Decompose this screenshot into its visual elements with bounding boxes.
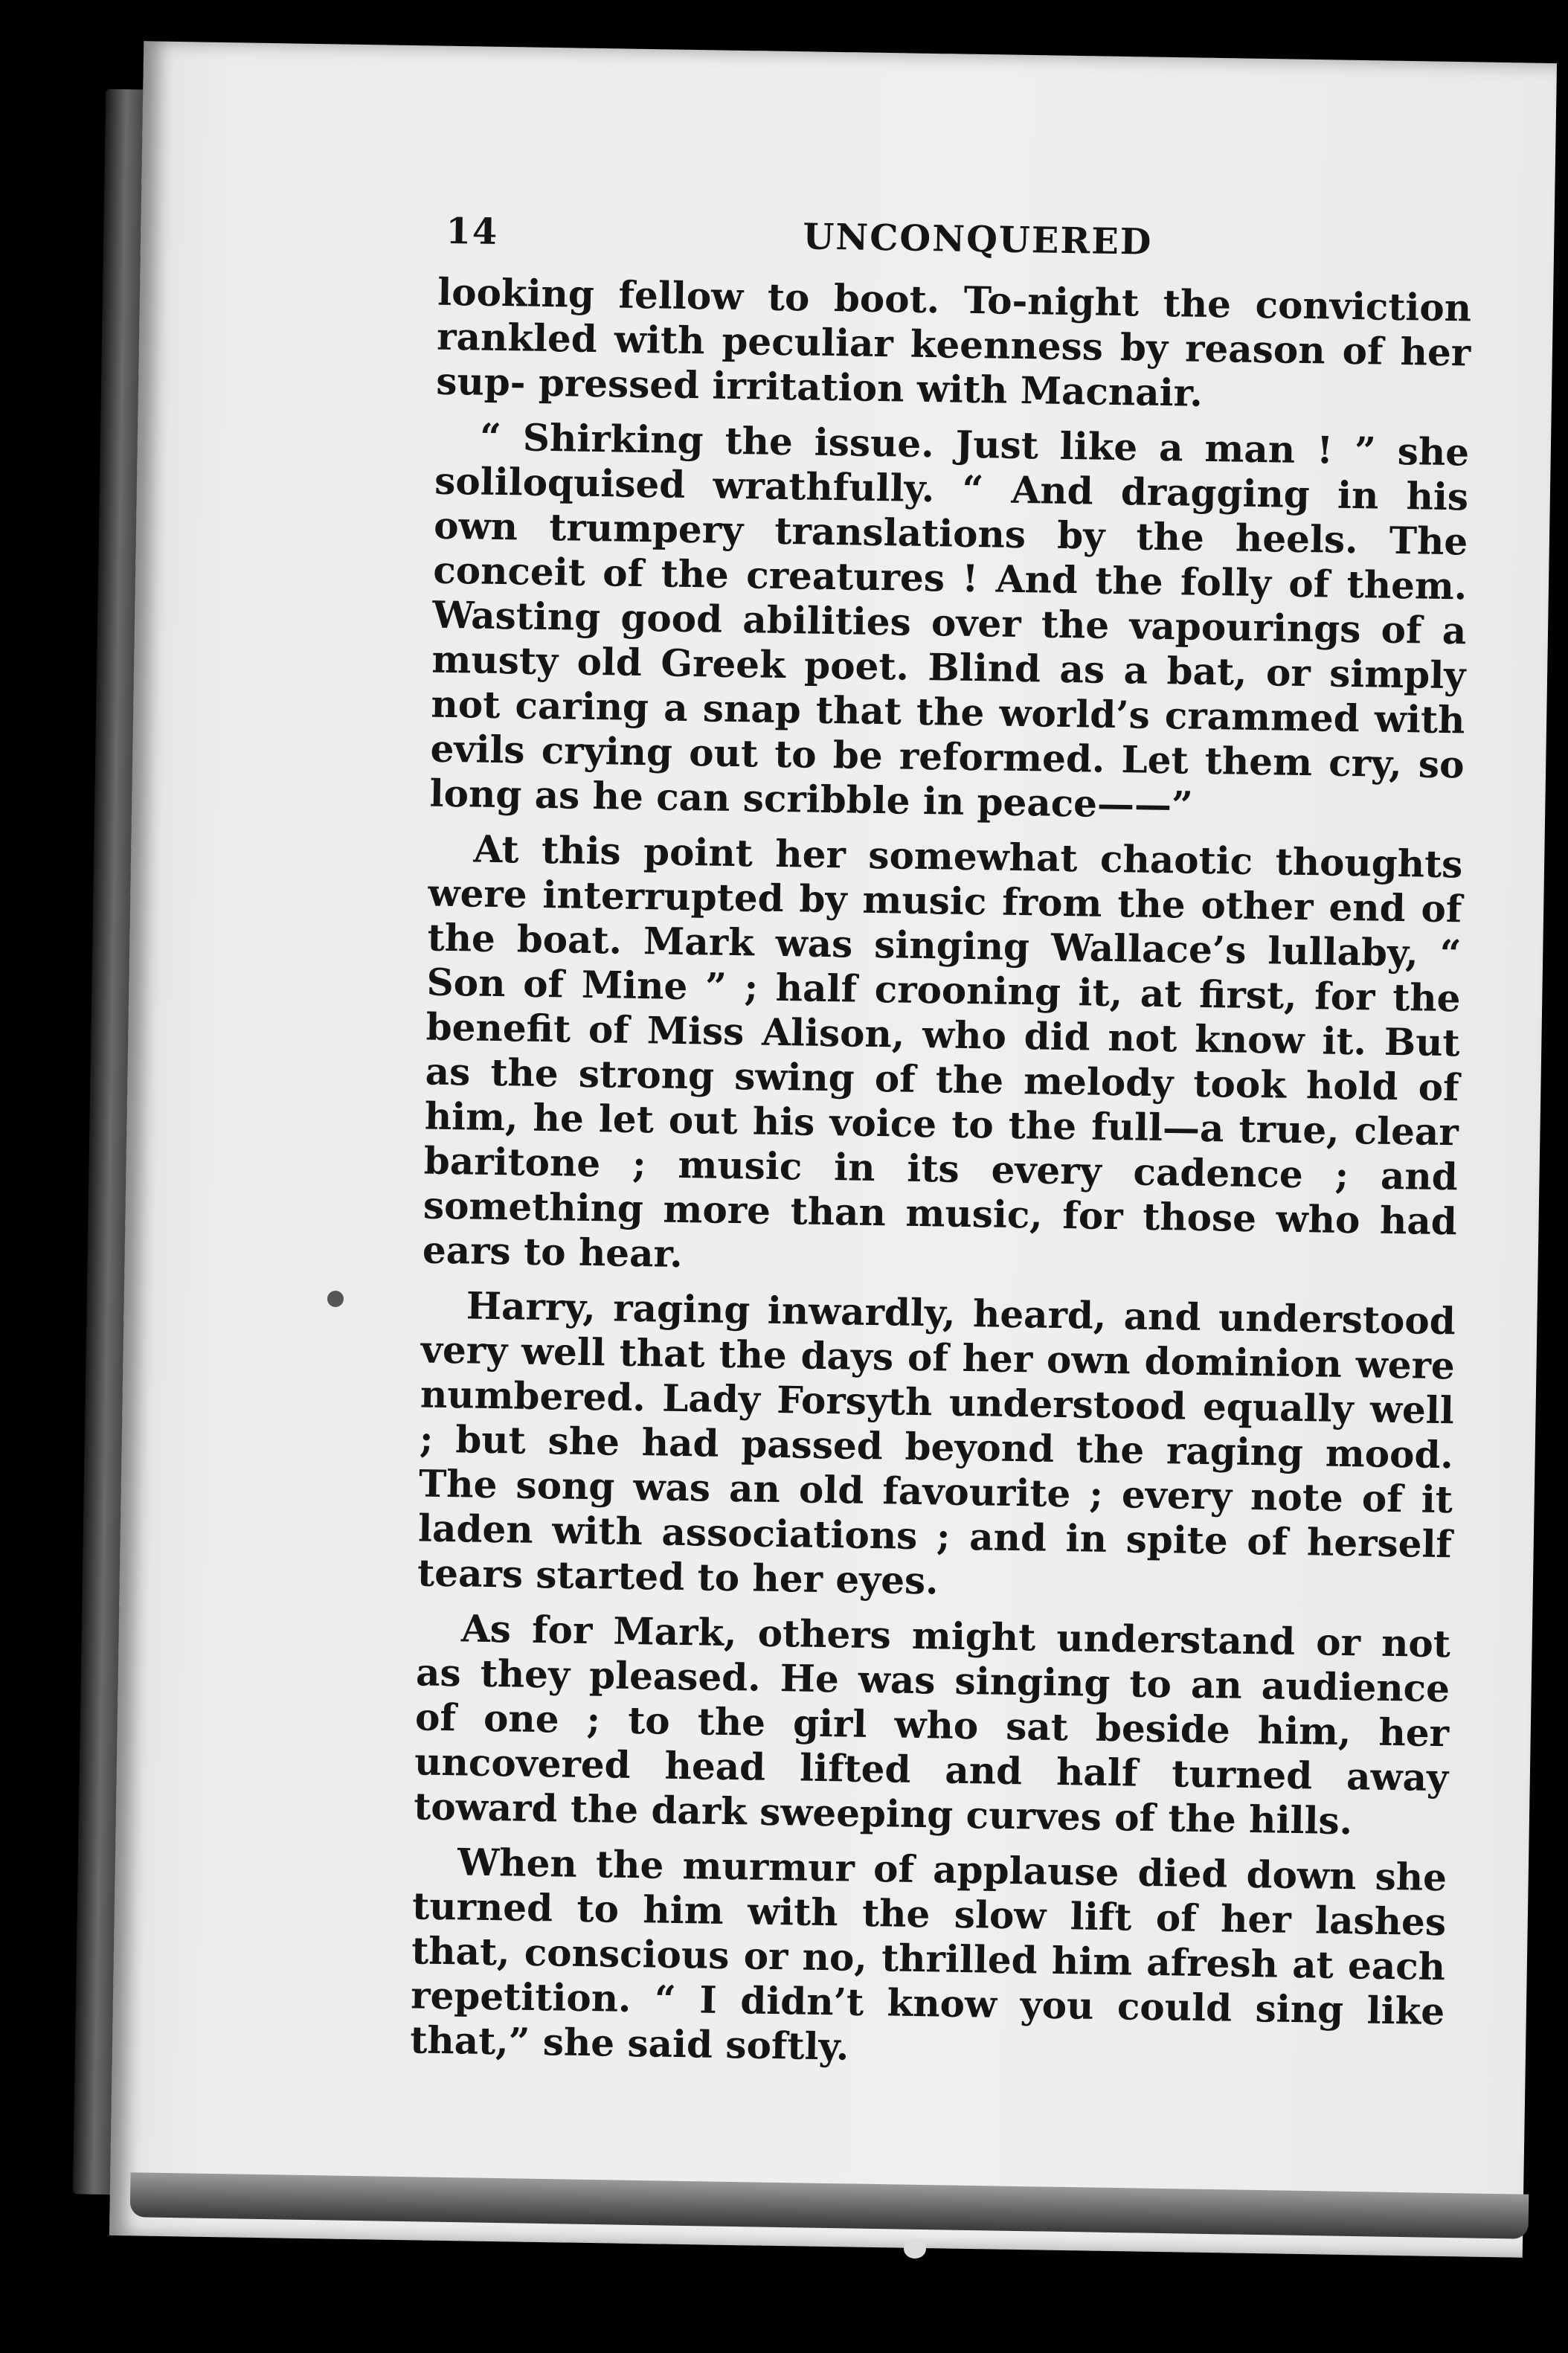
- text-line: scribble in peace——”: [742, 776, 1194, 827]
- text-line: snap that the world’s crammed with evils crying: [430, 686, 1465, 775]
- text-line: who did not know it. But as the strong swing of: [425, 1012, 1461, 1102]
- text-line: but she had passed beyond the raging mood. The: [418, 1417, 1454, 1507]
- text-line: conscious or no, thrilled him afresh at each repetition.: [410, 1930, 1446, 2021]
- paper-blemish: [904, 2239, 926, 2259]
- text-line: At this point her somewhat chaotic thoughts were: [428, 826, 1463, 917]
- text-line: Greek poet. Blind as a bat, or simply not caring a: [431, 641, 1466, 731]
- text-line: one ; to the girl who sat beside him, her uncovered: [414, 1695, 1450, 1788]
- text-line: When the murmur of applause died down she: [457, 1840, 1447, 1900]
- page-number: 14: [446, 210, 499, 253]
- text-line: interrupted by music from the other end of the boat.: [427, 872, 1462, 963]
- paragraph: [417, 1283, 1456, 1611]
- text-line: “ Shirking the issue. Just like a man ! ” she: [479, 414, 1470, 475]
- text-line: sweeping curves of the hills.: [759, 1789, 1353, 1843]
- page-content: [283, 208, 1473, 2089]
- text-line: they pleased. He was singing to an audience of: [414, 1651, 1450, 1740]
- text-line: half crooning it, at first, for the benefit of Miss Alison,: [425, 965, 1461, 1057]
- paragraph: [436, 270, 1472, 420]
- text-line: numbered. Lady Forsyth understood equally well ;: [419, 1372, 1455, 1462]
- text-line: Mark was singing Wallace’s lullaby, “ Son of Mine ” ;: [426, 919, 1462, 1009]
- text-line: turned to him with the slow lift of her lashes that,: [411, 1884, 1447, 1974]
- text-line: soliloquised wrathfully. “ And dragging in his own: [433, 458, 1469, 550]
- text-line: associations ; and in spite of herself tears started: [417, 1509, 1453, 1599]
- text-line: trumpery translations by the heels. The conceit of: [432, 505, 1468, 596]
- text-line: rankled with peculiar keenness by reason of her sup-: [435, 314, 1471, 405]
- text-line: to her eyes.: [697, 1555, 939, 1603]
- running-title: UNCONQUERED: [803, 216, 1153, 263]
- text-line: song was an old favourite ; every note of it laden with: [417, 1463, 1453, 1554]
- text-line: good abilities over the vapourings of a musty old: [431, 595, 1467, 685]
- text-line: cadence ; and something more than music, for those: [422, 1149, 1459, 1241]
- paragraph: [410, 1839, 1447, 2078]
- text-line: As for Mark, others might understand or not as: [415, 1606, 1451, 1695]
- text-line: “ I didn’t know you could sing like that,” she said: [409, 1977, 1445, 2067]
- text-line: the melody took hold of him, he let out his voice to: [424, 1057, 1460, 1147]
- text-line: out to be reformed. Let them cry, so long as he can: [429, 731, 1465, 821]
- text-line: head lifted and half turned away toward the dark: [413, 1743, 1449, 1834]
- text-line: Harry, raging inwardly, heard, and understood: [466, 1283, 1456, 1344]
- text-line: looking fellow to boot. To-night the conviction: [437, 269, 1472, 330]
- body-text: [410, 270, 1472, 2079]
- text-line: pressed irritation with Macnair.: [538, 360, 1204, 415]
- text-line: the full—a true, clear baritone ; music in its every: [423, 1102, 1459, 1194]
- paragraph: [429, 414, 1469, 832]
- text-line: the creatures ! And the folly of them. Wasting: [431, 551, 1468, 640]
- text-line: very well that the days of her own dominion were: [420, 1327, 1456, 1388]
- paragraph: [414, 1605, 1451, 1845]
- text-line: softly.: [724, 2023, 849, 2069]
- text-line: who had ears to hear.: [422, 1196, 1458, 1276]
- paragraph: [422, 826, 1463, 1289]
